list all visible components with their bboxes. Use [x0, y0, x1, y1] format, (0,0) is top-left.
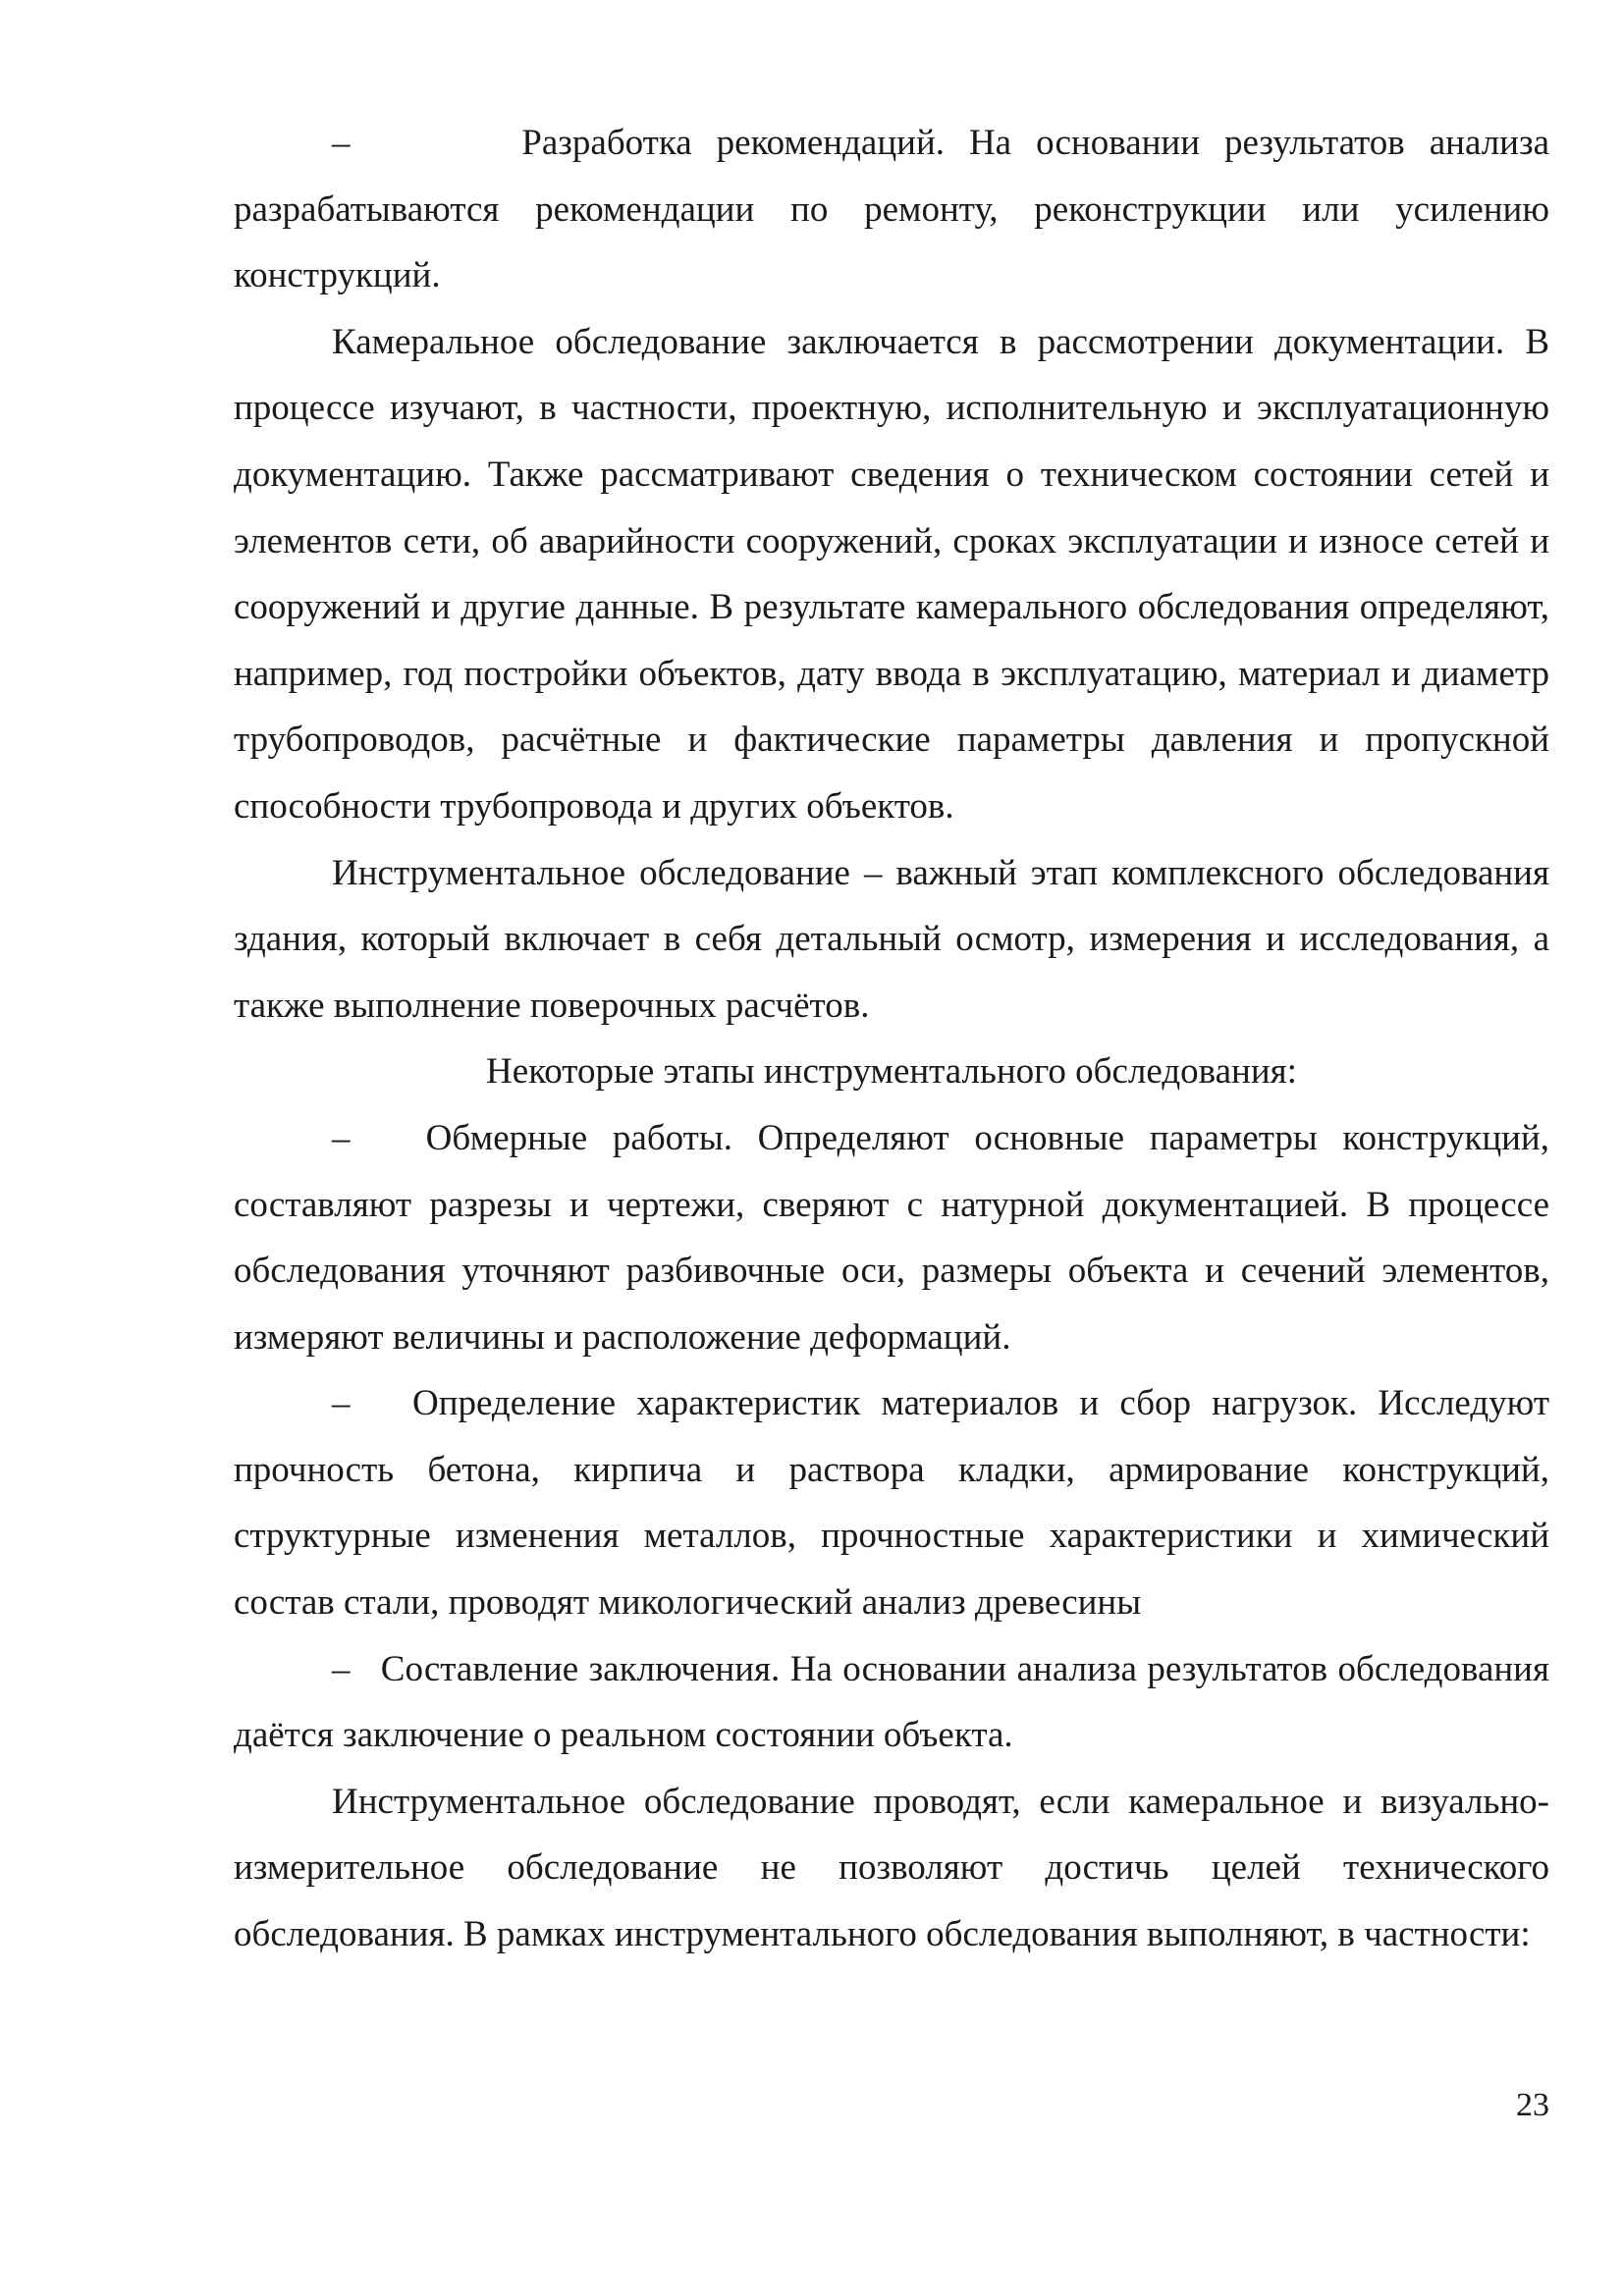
paragraph-recommendations: – Разработка рекомендаций. На основании результатов анализа разрабатываются рекомендации по ремонту, реконструкции или усилению конструкций. — [234, 123, 1549, 296]
paragraph-instrumental-conditions: Инструментальное обследование проводят, если камеральное и визуально-измерительное обследование не позволяют достичь целей технического обследования. В рамках инструментального обследования выполняют, в частности: — [234, 1781, 1549, 1955]
document-body — [234, 110, 1549, 1968]
paragraph-instrumental-survey: Инструментальное обследование – важный этап комплексного обследования здания, который включает в себя детальный осмотр, измерения и исследования, а также выполнение поверочных расчётов. — [234, 852, 1549, 1026]
list-item-measurements: – Обмерные работы. Определяют основные параметры конструкций, составляют разрезы и чертежи, сверяют с натурной документацией. В процессе обследования уточняют разбивочные оси, размеры объекта и сечений элементов, измеряют величины и расположение деформаций. — [234, 1117, 1549, 1358]
list-item-conclusion: – Составление заключения. На основании анализа результатов обследования даётся заключение о реальном состоянии объекта. — [234, 1648, 1549, 1756]
list-item-materials: – Определение характеристик материалов и сбор нагрузок. Исследуют прочность бетона, кирпича и раствора кладки, армирование конструкций, структурные изменения металлов, прочностные характеристики и химический состав стали, проводят микологический анализ древесины — [234, 1383, 1549, 1624]
paragraph-desk-survey: Камеральное обследование заключается в рассмотрении документации. В процессе изучают, в частности, проектную, исполнительную и эксплуатационную документацию. Также рассматривают сведения о техническом состоянии сетей и элементов сети, об аварийности сооружений, сроках эксплуатации и износе сетей и сооружений и другие данные. В результате камерального обследования определяют, например, год постройки объектов, дату ввода в эксплуатацию, материал и диаметр трубопроводов, расчётные и фактические параметры давления и пропускной способности трубопровода и других объектов. — [234, 321, 1549, 827]
page-number: 23 — [1516, 2087, 1549, 2123]
paragraph-stages-heading: Некоторые этапы инструментального обследования: — [486, 1051, 1297, 1093]
